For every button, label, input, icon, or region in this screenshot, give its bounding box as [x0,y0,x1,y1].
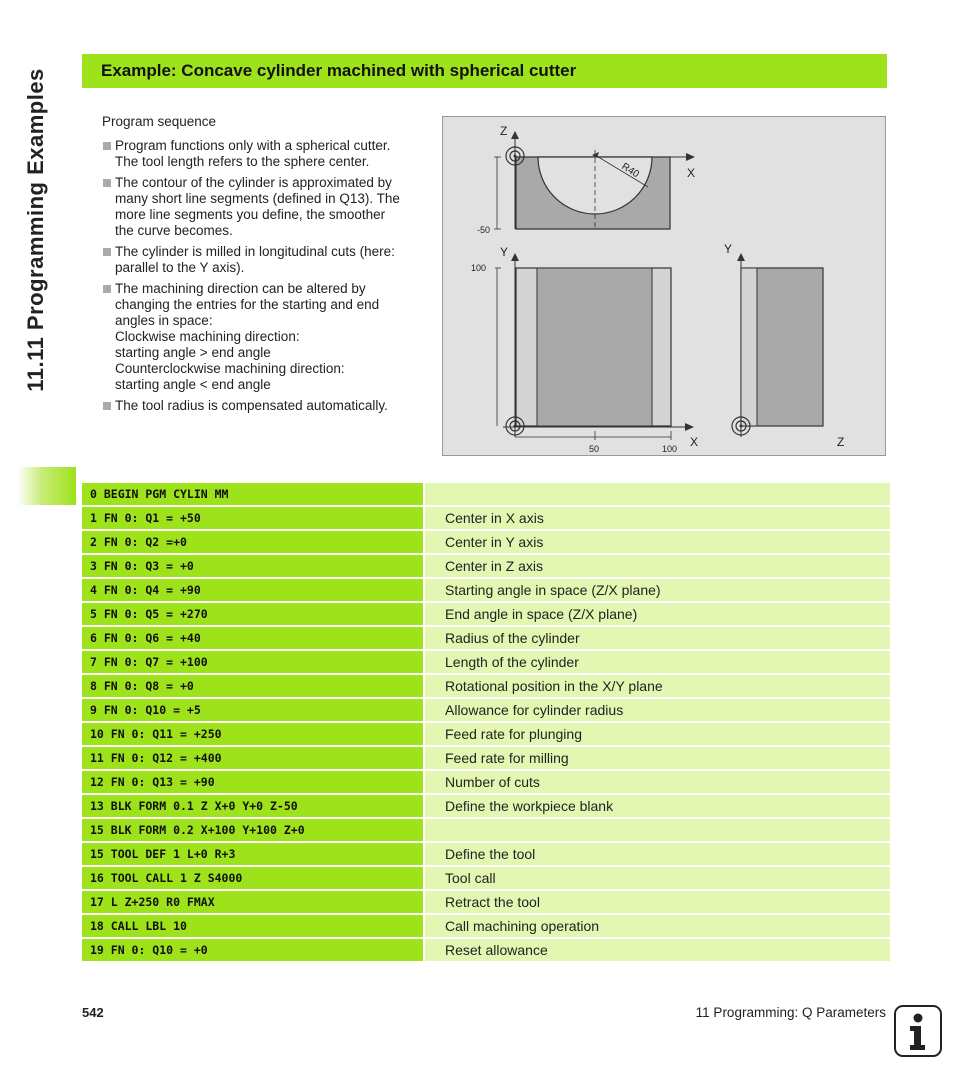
program-description: Call machining operation [425,915,890,937]
program-row [82,915,890,937]
cylinder-diagram [442,116,886,456]
program-code: 9 FN 0: Q10 = +5 [82,699,423,721]
program-code: 10 FN 0: Q11 = +250 [82,723,423,745]
depth-label: -50 [477,225,491,235]
example-title-banner [82,54,887,88]
program-code: 2 FN 0: Q2 =+0 [82,531,423,553]
program-description: Define the tool [425,843,890,865]
front-view [471,245,698,454]
intro-text: Program sequence [102,114,217,129]
program-description: End angle in space (Z/X plane) [425,603,890,625]
program-description: Reset allowance [425,939,890,961]
program-row [82,843,890,865]
bullet-line: more line segments you define, the smoother [115,207,386,222]
bullet-square-icon [103,285,111,293]
front-view-x-label: X [690,435,699,449]
program-description: Allowance for cylinder radius [425,699,890,721]
program-row [82,555,890,577]
program-description: Feed rate for plunging [425,723,890,745]
program-code: 15 BLK FORM 0.2 X+100 Y+100 Z+0 [82,819,423,841]
bullet-square-icon [103,179,111,187]
program-row [82,507,890,529]
program-description [425,819,890,841]
bullet-line: the curve becomes. [115,223,233,238]
front-view-y-tick: 100 [471,263,487,273]
program-row [82,579,890,601]
info-icon [894,1005,942,1057]
program-code: 18 CALL LBL 10 [82,915,423,937]
program-row [82,891,890,913]
program-description: Center in Z axis [425,555,890,577]
program-code: 7 FN 0: Q7 = +100 [82,651,423,673]
front-view-y-label: Y [500,245,509,259]
front-view-x-tick-100: 100 [662,444,678,454]
program-code: 11 FN 0: Q12 = +400 [82,747,423,769]
program-description: Tool call [425,867,890,889]
program-description: Starting angle in space (Z/X plane) [425,579,890,601]
bullet-item [103,175,423,239]
side-view [724,242,844,449]
program-code: 16 TOOL CALL 1 Z S4000 [82,867,423,889]
bullet-line: Program functions only with a spherical cutter. [115,138,391,153]
program-description: Radius of the cylinder [425,627,890,649]
bullet-line: many short line segments (defined in Q13). The [115,191,400,206]
bullet-line: angles in space: [115,313,213,328]
chapter-side-title-text: 11.11 Programming Examples [23,68,48,392]
program-row [82,675,890,697]
program-code: 1 FN 0: Q1 = +50 [82,507,423,529]
program-code: 19 FN 0: Q10 = +0 [82,939,423,961]
bullet-square-icon [103,402,111,410]
program-code: 4 FN 0: Q4 = +90 [82,579,423,601]
program-row [82,627,890,649]
chapter-tab-marker [18,467,76,505]
bullet-square-icon [103,142,111,150]
bullet-line: Counterclockwise machining direction: [115,361,345,376]
program-code: 13 BLK FORM 0.1 Z X+0 Y+0 Z-50 [82,795,423,817]
chapter-footer: 11 Programming: Q Parameters [695,1005,886,1020]
cylinder-diagram-svg [443,117,887,457]
program-description: Retract the tool [425,891,890,913]
program-description: Define the workpiece blank [425,795,890,817]
bullet-item [103,398,423,414]
program-row [82,651,890,673]
program-code: 6 FN 0: Q6 = +40 [82,627,423,649]
bullet-line: parallel to the Y axis). [115,260,245,275]
program-description [425,483,890,505]
program-code: 8 FN 0: Q8 = +0 [82,675,423,697]
program-row [82,747,890,769]
bullet-line: changing the entries for the starting and end [115,297,380,312]
program-row [82,867,890,889]
radius-label: R40 [619,161,641,181]
bullet-item [103,281,423,393]
example-title: Example: Concave cylinder machined with spherical cutter [101,61,577,80]
page-number: 542 [82,1005,104,1020]
top-view [477,124,695,235]
program-row [82,771,890,793]
program-description: Rotational position in the X/Y plane [425,675,890,697]
bullet-line: Clockwise machining direction: [115,329,300,344]
bullet-line: The cylinder is milled in longitudinal cuts (here: [115,244,395,259]
bullet-line: starting angle > end angle [115,345,271,360]
chapter-side-title [10,40,62,420]
program-code: 15 TOOL DEF 1 L+0 R+3 [82,843,423,865]
program-row [82,483,890,505]
program-description: Number of cuts [425,771,890,793]
program-description: Length of the cylinder [425,651,890,673]
program-row [82,795,890,817]
program-code: 0 BEGIN PGM CYLIN MM [82,483,423,505]
program-row [82,939,890,961]
program-description: Center in X axis [425,507,890,529]
program-code: 17 L Z+250 R0 FMAX [82,891,423,913]
program-code: 3 FN 0: Q3 = +0 [82,555,423,577]
front-view-x-tick-50: 50 [589,444,600,454]
program-description: Feed rate for milling [425,747,890,769]
top-view-x-label: X [687,166,696,180]
program-row [82,699,890,721]
bullet-square-icon [103,248,111,256]
program-code: 12 FN 0: Q13 = +90 [82,771,423,793]
program-row [82,531,890,553]
program-description: Center in Y axis [425,531,890,553]
program-code: 5 FN 0: Q5 = +270 [82,603,423,625]
bullet-list [103,138,423,419]
bullet-line: starting angle < end angle [115,377,271,392]
bullet-line: The tool radius is compensated automatically. [115,398,388,413]
program-row [82,723,890,745]
side-view-y-label: Y [724,242,733,256]
bullet-line: The contour of the cylinder is approximated by [115,175,392,190]
side-view-z-label: Z [837,435,845,449]
program-listing [82,483,890,963]
program-row [82,819,890,841]
top-view-z-label: Z [500,124,508,138]
bullet-item [103,244,423,276]
bullet-item [103,138,423,170]
bullet-line: The tool length refers to the sphere center. [115,154,370,169]
program-row [82,603,890,625]
bullet-line: The machining direction can be altered by [115,281,366,296]
